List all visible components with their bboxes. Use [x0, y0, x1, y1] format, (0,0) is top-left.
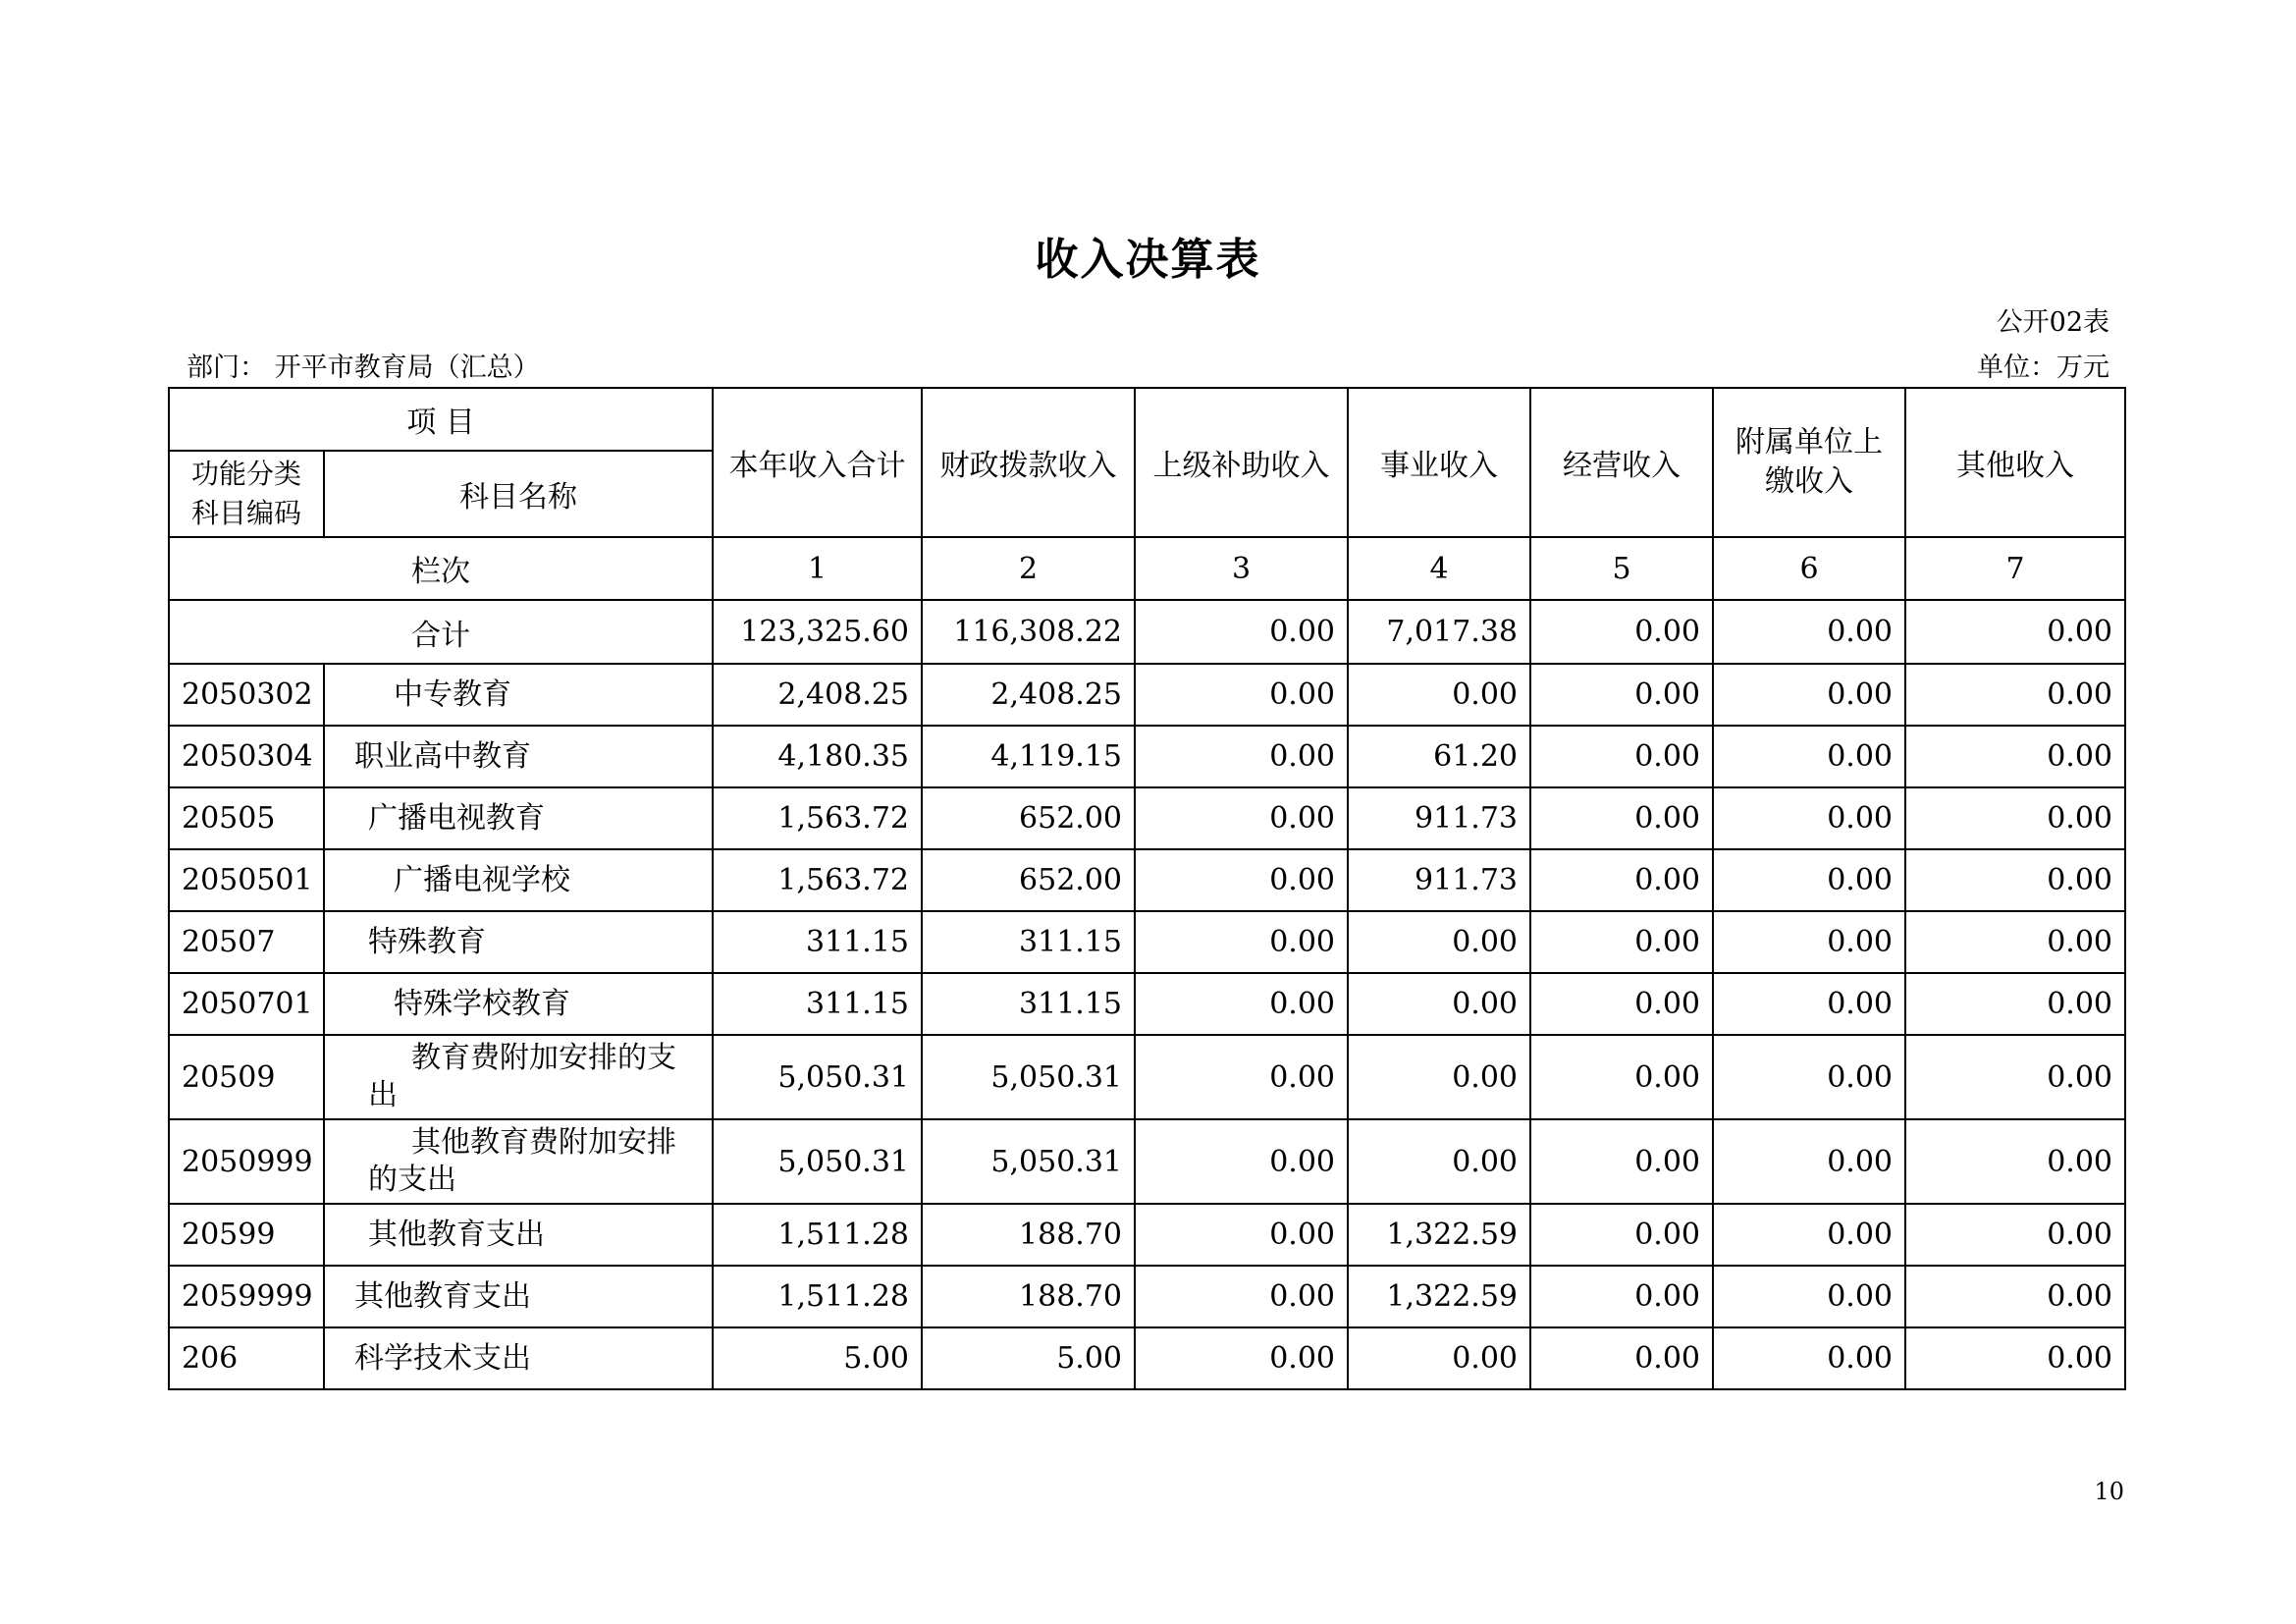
- amount-cell: 0.00: [1530, 1266, 1713, 1327]
- subject-name: 中专教育: [324, 664, 713, 726]
- amount-cell: 188.70: [922, 1266, 1135, 1327]
- total-row: [169, 600, 2125, 664]
- total-value: 0.00: [1135, 600, 1348, 664]
- col-number: 5: [1530, 537, 1713, 600]
- subject-name: 职业高中教育: [324, 726, 713, 787]
- subject-code: 20507: [169, 911, 324, 973]
- amount-cell: 311.15: [713, 911, 922, 973]
- amount-cell: 0.00: [1135, 849, 1348, 911]
- amount-cell: 0.00: [1530, 1327, 1713, 1389]
- amount-cell: 0.00: [1905, 911, 2125, 973]
- amount-cell: 0.00: [1713, 664, 1905, 726]
- subject-name: 其他教育支出: [324, 1266, 713, 1327]
- amount-cell: 0.00: [1713, 1035, 1905, 1119]
- amount-cell: 0.00: [1135, 1204, 1348, 1266]
- amount-cell: 0.00: [1713, 973, 1905, 1035]
- amount-cell: 0.00: [1530, 973, 1713, 1035]
- amount-cell: 0.00: [1905, 1204, 2125, 1266]
- amount-cell: 0.00: [1713, 1204, 1905, 1266]
- table-row: [169, 973, 2125, 1035]
- amount-cell: 0.00: [1135, 726, 1348, 787]
- header-col-5: 经营收入: [1530, 388, 1713, 537]
- subject-code: 20509: [169, 1035, 324, 1119]
- amount-cell: 0.00: [1905, 787, 2125, 849]
- subject-name: 广播电视学校: [324, 849, 713, 911]
- amount-cell: 0.00: [1135, 1035, 1348, 1119]
- col-number: 1: [713, 537, 922, 600]
- subject-code: 2050999: [169, 1119, 324, 1204]
- amount-cell: 0.00: [1905, 664, 2125, 726]
- amount-cell: 4,119.15: [922, 726, 1135, 787]
- amount-cell: 0.00: [1530, 849, 1713, 911]
- amount-cell: 0.00: [1135, 1119, 1348, 1204]
- header-name: 科目名称: [324, 451, 713, 537]
- subject-name: 特殊学校教育: [324, 973, 713, 1035]
- subject-code: 2050302: [169, 664, 324, 726]
- amount-cell: 0.00: [1530, 911, 1713, 973]
- amount-cell: 0.00: [1135, 787, 1348, 849]
- amount-cell: 0.00: [1348, 911, 1530, 973]
- amount-cell: 0.00: [1348, 1327, 1530, 1389]
- amount-cell: 0.00: [1905, 1119, 2125, 1204]
- amount-cell: 1,511.28: [713, 1266, 922, 1327]
- amount-cell: 311.15: [922, 911, 1135, 973]
- subject-code: 2050501: [169, 849, 324, 911]
- header-item: 项 目: [169, 388, 713, 451]
- col-number-label: 栏次: [169, 537, 713, 600]
- amount-cell: 0.00: [1905, 849, 2125, 911]
- total-label: 合计: [169, 600, 713, 664]
- amount-cell: 0.00: [1905, 1035, 2125, 1119]
- subject-code: 20505: [169, 787, 324, 849]
- subject-code: 206: [169, 1327, 324, 1389]
- amount-cell: 0.00: [1135, 1327, 1348, 1389]
- amount-cell: 0.00: [1905, 1327, 2125, 1389]
- page-title: 收入决算表: [1035, 235, 1261, 285]
- subject-name: 其他教育费附加安排的支出: [324, 1119, 713, 1204]
- amount-cell: 1,563.72: [713, 849, 922, 911]
- amount-cell: 5.00: [713, 1327, 922, 1389]
- amount-cell: 0.00: [1135, 1266, 1348, 1327]
- amount-cell: 0.00: [1713, 1266, 1905, 1327]
- table-row: [169, 1327, 2125, 1389]
- amount-cell: 652.00: [922, 849, 1135, 911]
- amount-cell: 0.00: [1905, 726, 2125, 787]
- subject-name: 特殊教育: [324, 911, 713, 973]
- total-value: 0.00: [1905, 600, 2125, 664]
- total-value: 7,017.38: [1348, 600, 1530, 664]
- amount-cell: 1,563.72: [713, 787, 922, 849]
- header-col-7: 其他收入: [1905, 388, 2125, 537]
- amount-cell: 1,322.59: [1348, 1204, 1530, 1266]
- amount-cell: 5,050.31: [713, 1035, 922, 1119]
- amount-cell: 5.00: [922, 1327, 1135, 1389]
- subject-name: 科学技术支出: [324, 1327, 713, 1389]
- amount-cell: 311.15: [922, 973, 1135, 1035]
- table-row: [169, 1204, 2125, 1266]
- header-col-3: 上级补助收入: [1135, 388, 1348, 537]
- col-number: 7: [1905, 537, 2125, 600]
- form-number: 公开02表: [1996, 307, 2109, 338]
- amount-cell: 0.00: [1713, 911, 1905, 973]
- total-value: 123,325.60: [713, 600, 922, 664]
- amount-cell: 2,408.25: [713, 664, 922, 726]
- amount-cell: 0.00: [1348, 973, 1530, 1035]
- amount-cell: 61.20: [1348, 726, 1530, 787]
- header-col-6: 附属单位上缴收入: [1713, 388, 1905, 537]
- amount-cell: 188.70: [922, 1204, 1135, 1266]
- amount-cell: 0.00: [1530, 787, 1713, 849]
- amount-cell: 2,408.25: [922, 664, 1135, 726]
- col-number: 3: [1135, 537, 1348, 600]
- amount-cell: 0.00: [1348, 1035, 1530, 1119]
- subject-name: 教育费附加安排的支出: [324, 1035, 713, 1119]
- amount-cell: 5,050.31: [713, 1119, 922, 1204]
- amount-cell: 5,050.31: [922, 1035, 1135, 1119]
- amount-cell: 0.00: [1530, 1204, 1713, 1266]
- table-row: [169, 1035, 2125, 1119]
- total-value: 116,308.22: [922, 600, 1135, 664]
- total-value: 0.00: [1713, 600, 1905, 664]
- amount-cell: 911.73: [1348, 849, 1530, 911]
- amount-cell: 1,322.59: [1348, 1266, 1530, 1327]
- total-value: 0.00: [1530, 600, 1713, 664]
- header-col-2: 财政拨款收入: [922, 388, 1135, 537]
- amount-cell: 0.00: [1530, 726, 1713, 787]
- subject-name: 其他教育支出: [324, 1204, 713, 1266]
- unit-label: 单位：万元: [1977, 352, 2109, 383]
- amount-cell: 0.00: [1348, 1119, 1530, 1204]
- amount-cell: 0.00: [1905, 1266, 2125, 1327]
- subject-name: 广播电视教育: [324, 787, 713, 849]
- amount-cell: 0.00: [1530, 664, 1713, 726]
- table-row: [169, 911, 2125, 973]
- amount-cell: 0.00: [1135, 664, 1348, 726]
- amount-cell: 0.00: [1348, 664, 1530, 726]
- amount-cell: 0.00: [1713, 1327, 1905, 1389]
- department-label: 部门： 开平市教育局（汇总）: [187, 352, 540, 383]
- amount-cell: 0.00: [1135, 911, 1348, 973]
- amount-cell: 0.00: [1713, 787, 1905, 849]
- subject-code: 20599: [169, 1204, 324, 1266]
- table-row: [169, 787, 2125, 849]
- col-number: 4: [1348, 537, 1530, 600]
- table-row: [169, 664, 2125, 726]
- subject-code: 2050304: [169, 726, 324, 787]
- amount-cell: 1,511.28: [713, 1204, 922, 1266]
- col-number: 2: [922, 537, 1135, 600]
- amount-cell: 4,180.35: [713, 726, 922, 787]
- subject-code: 2050701: [169, 973, 324, 1035]
- subject-code: 2059999: [169, 1266, 324, 1327]
- header-col-1: 本年收入合计: [713, 388, 922, 537]
- amount-cell: 0.00: [1135, 973, 1348, 1035]
- amount-cell: 0.00: [1530, 1119, 1713, 1204]
- table-row: [169, 1266, 2125, 1327]
- table-row: [169, 1119, 2125, 1204]
- amount-cell: 0.00: [1713, 1119, 1905, 1204]
- header-col-4: 事业收入: [1348, 388, 1530, 537]
- income-final-accounts-table: [168, 387, 2126, 1390]
- amount-cell: 652.00: [922, 787, 1135, 849]
- amount-cell: 5,050.31: [922, 1119, 1135, 1204]
- amount-cell: 0.00: [1530, 1035, 1713, 1119]
- col-number: 6: [1713, 537, 1905, 600]
- amount-cell: 311.15: [713, 973, 922, 1035]
- amount-cell: 0.00: [1905, 973, 2125, 1035]
- amount-cell: 0.00: [1713, 849, 1905, 911]
- amount-cell: 911.73: [1348, 787, 1530, 849]
- amount-cell: 0.00: [1713, 726, 1905, 787]
- table-row: [169, 726, 2125, 787]
- page-number: 10: [2094, 1478, 2124, 1505]
- header-code: 功能分类科目编码: [169, 451, 324, 537]
- table-row: [169, 849, 2125, 911]
